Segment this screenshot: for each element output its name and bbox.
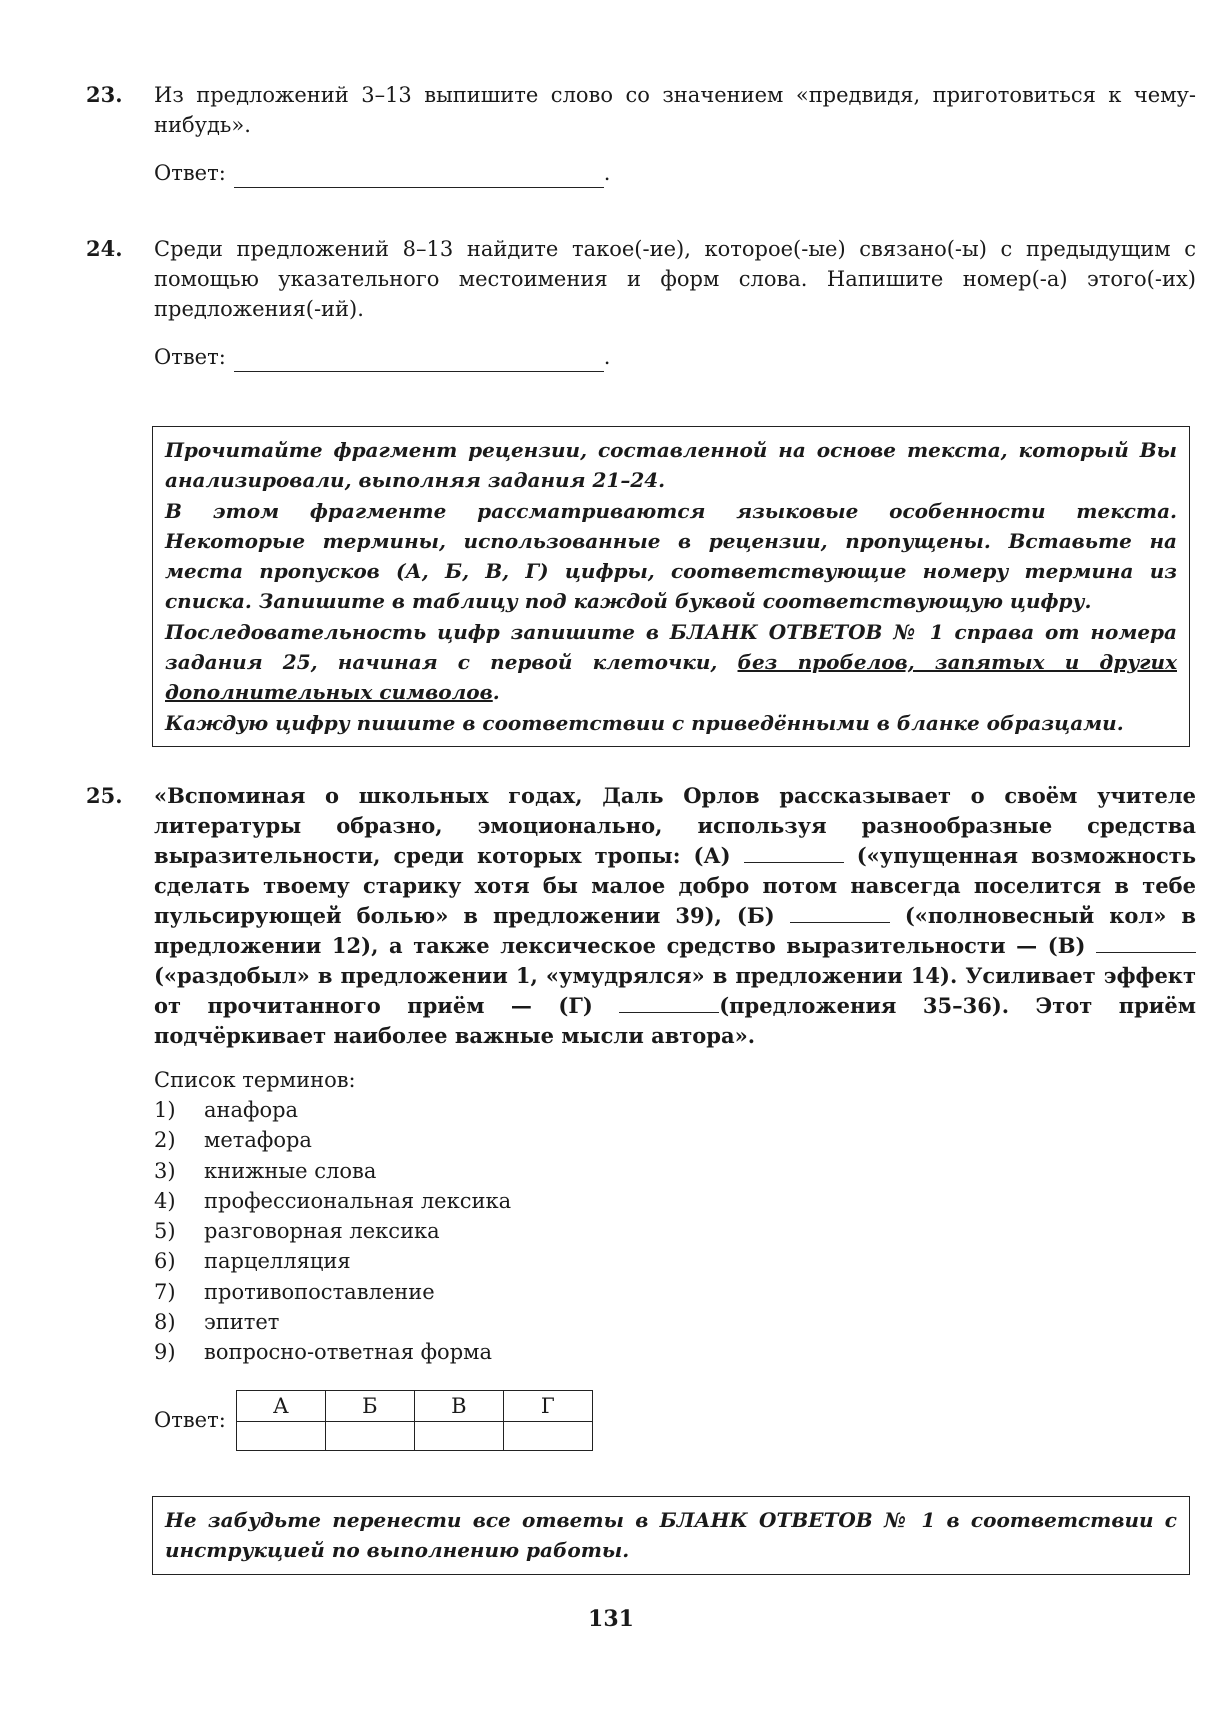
review-text: (предложения 35–36). Этот приём подчёркивает наиболее важные мысли автора». [154,993,1196,1048]
answer-label: Ответ: [154,345,226,369]
answer-row [154,342,1196,372]
column-header-v: В [414,1390,503,1421]
term-label: книжные слова [204,1158,377,1183]
review-fragment [154,781,1196,1051]
task-text: Из предложений 3–13 выпишите слово со значением «предвидя, приготовиться к чему-нибудь». [154,83,1196,137]
answer-cell-b[interactable] [325,1421,414,1450]
term-item [154,1246,1196,1276]
answer-cell-g[interactable] [503,1421,592,1450]
term-label: парцелляция [204,1249,351,1274]
term-label: разговорная лексика [204,1219,440,1244]
term-item [154,1277,1196,1307]
instruction-text: Последовательность цифр запишите в БЛАНК ОТВЕТОВ № 1 справа от номера задания 25, начиная с первой клеточки, [165,619,1177,675]
column-header-g: Г [503,1390,592,1421]
answer-label: Ответ: [154,161,226,185]
task-text: Среди предложений 8–13 найдите такое(-ие), которое(-ые) связано(-ы) с предыдущим с помощью указательного местоимения и форм слова. Напишите номер(-а) этого(-их) предложения(-ий). [154,237,1196,321]
term-number: 4) [154,1188,176,1213]
answer-line[interactable] [234,163,604,188]
task-number: 24. [86,236,123,261]
term-number: 8) [154,1310,176,1335]
task-number: 25. [86,783,123,808]
term-number: 1) [154,1098,176,1122]
task-23 [86,80,1196,188]
blank-v[interactable] [1096,932,1196,953]
term-number: 7) [154,1279,176,1304]
answer-cell-v[interactable] [414,1421,503,1450]
instruction-box [152,426,1190,747]
answer-table [236,1390,593,1451]
terms-list [154,1065,1196,1368]
instruction-paragraph [165,617,1177,708]
term-number: 6) [154,1249,176,1274]
term-item [154,1216,1196,1246]
answer-end: . [603,345,611,369]
terms-title: Список терминов: [154,1068,356,1092]
answer-label: Ответ: [154,1408,226,1433]
term-item [154,1186,1196,1216]
task-24 [86,234,1196,372]
blank-g[interactable] [619,992,719,1013]
instruction-text: . [492,680,500,705]
term-item [154,1337,1196,1367]
page-number: 131 [588,1606,634,1632]
term-label: эпитет [204,1310,280,1335]
task-25 [86,781,1196,1451]
term-item [154,1125,1196,1155]
instruction-paragraph: Прочитайте фрагмент рецензии, составленной на основе текста, который Вы анализировали, выполняя задания 21–24. [165,438,1177,493]
answer-table-row [154,1390,1196,1451]
term-number: 2) [154,1128,176,1153]
review-text: («упущенная возможность сделать твоему старику хотя бы малое добро потом навсегда поселится в тебе пульсирующей болью» в предложении 39), (Б) [154,843,1196,928]
instruction-underlined: без пробелов, запятых и других дополнительных символов [165,650,1177,705]
review-text: («раздобыл» в предложении 1, «умудрялся» в предложении 14). Усиливает эффект от прочитанного приём — (Г) [154,963,1196,1018]
column-header-a: А [236,1390,325,1421]
answer-end: . [603,161,611,185]
term-label: вопросно-ответная форма [204,1340,492,1365]
review-text: («полновесный кол» в предложении 12), а также лексическое средство выразительности — (В) [154,903,1196,958]
term-label: противопоставление [204,1279,435,1304]
term-number: 3) [154,1158,176,1183]
reminder-text: Не забудьте перенести все ответы в БЛАНК ОТВЕТОВ № 1 в соответствии с инструкцией по выполнению работы. [165,1508,1177,1563]
blank-a[interactable] [744,842,844,863]
term-label: метафора [204,1128,312,1153]
instruction-paragraph: В этом фрагменте рассматриваются языковые особенности текста. Некоторые термины, использованные в рецензии, пропущены. Вставьте на места пропусков (А, Б, В, Г) цифры, соответствующие номеру термина из списка. Запишите в таблицу под каждой буквой соответствующую цифру. [165,498,1177,614]
term-item [154,1307,1196,1337]
blank-b[interactable] [790,902,890,923]
review-text: «Вспоминая о школьных годах, Даль Орлов рассказывает о своём учителе литературы образно, эмоционально, используя разнообразные средства выразительности, среди которых тропы: (А) [154,783,1196,868]
reminder-box [152,1496,1190,1575]
answer-row [154,158,1196,188]
answer-cell-a[interactable] [236,1421,325,1450]
term-item [154,1156,1196,1186]
answer-line[interactable] [234,347,604,372]
term-number: 5) [154,1219,176,1244]
term-label: профессиональная лексика [204,1188,512,1213]
instruction-paragraph: Каждую цифру пишите в соответствии с приведёнными в бланке образцами. [165,710,1124,735]
task-number: 23. [86,82,123,107]
column-header-b: Б [325,1390,414,1421]
term-item [154,1095,1196,1125]
term-number: 9) [154,1340,176,1365]
term-label: анафора [204,1098,299,1122]
